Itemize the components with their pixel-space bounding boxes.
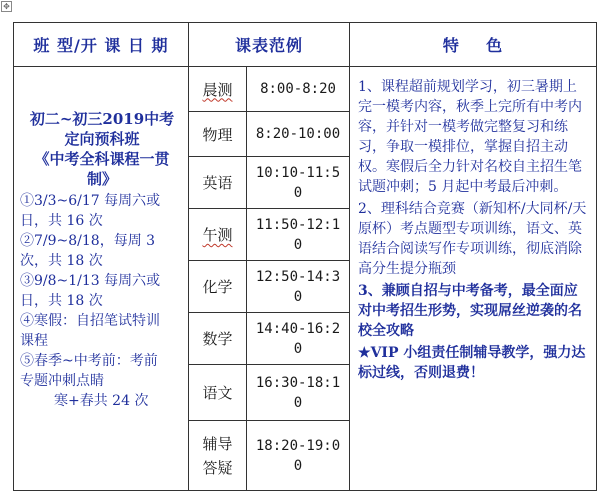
course-table [13,22,597,491]
time-cell: 8:00-8:20 [247,67,350,112]
feature-item-4: ★VIP 小组责任制辅导教学，强力达标过线，否则退费！ [358,345,586,381]
time-cell: 11:50-12:1 0 [247,209,350,261]
schedule-item: ④寒假：自招笔试特训 课程 [20,313,160,349]
schedule-item: ⑤春季~中考前：考前 专题冲刺点睛 [20,353,158,389]
schedule-item: ①3/3~6/17 每周六或 日，共 16 次 [20,193,161,229]
subject-cell: 化学 [189,261,247,313]
subject-cell: 语文 [189,365,247,421]
schedule-item: ②7/9~8/18，每周 3 次，共 18 次 [20,233,156,269]
feature-item-1: 1、课程超前规划学习，初三暑期上完一模考内容，秋季上完所有中考内容，并针对一模考做完整复习和练习，争取一模排位，掌握自招主动权。寒假后全力针对名校自主招生笔试题冲刺；5 月起中考最后冲刺。 [358,79,583,195]
schedule-item: ③9/8~1/13 每周六或 日，共 18 次 [20,273,161,309]
time-cell: 18:20-19:0 0 [247,421,350,491]
time-cell: 12:50-14:3 0 [247,261,350,313]
header-features: 特 色 [350,23,597,67]
header-timetable: 课表范例 [189,23,350,67]
subject-cell: 晨测 [189,67,247,112]
time-cell: 10:10-11:5 0 [247,157,350,209]
features-cell [350,67,597,491]
schedule-list [20,191,184,411]
subject-cell: 数学 [189,313,247,365]
subject-cell: 辅导 答疑 [189,421,247,491]
subject-cell: 午测 [189,209,247,261]
time-cell: 14:40-16:2 0 [247,313,350,365]
timetable-row [14,67,597,112]
time-cell: 16:30-18:1 0 [247,365,350,421]
subject-cell: 物理 [189,112,247,157]
header-row [14,23,597,67]
time-cell: 8:20-10:00 [247,112,350,157]
course-title: 初二~初三2019中考 定向预科班 《中考全科课程一贯 制》 [29,110,175,188]
subject-cell: 英语 [189,157,247,209]
schedule-total: 寒+春共 24 次 [54,393,149,409]
feature-item-2: 2、理科结合竞赛（新知杯/大同杯/天原杯）考点题型专项训练，语文、英语结合阅读写作专项训练，彻底消除高分生提分瓶颈 [358,201,587,277]
feature-item-3: 3、兼顾自招与中考备考，最全面应对中考招生形势，实现屌丝逆袭的名校全攻略 [358,283,583,339]
move-anchor-icon[interactable]: ✥ [1,1,12,12]
header-class-date: 班 型/开 课 日 期 [14,23,189,67]
course-info-cell [14,67,189,491]
